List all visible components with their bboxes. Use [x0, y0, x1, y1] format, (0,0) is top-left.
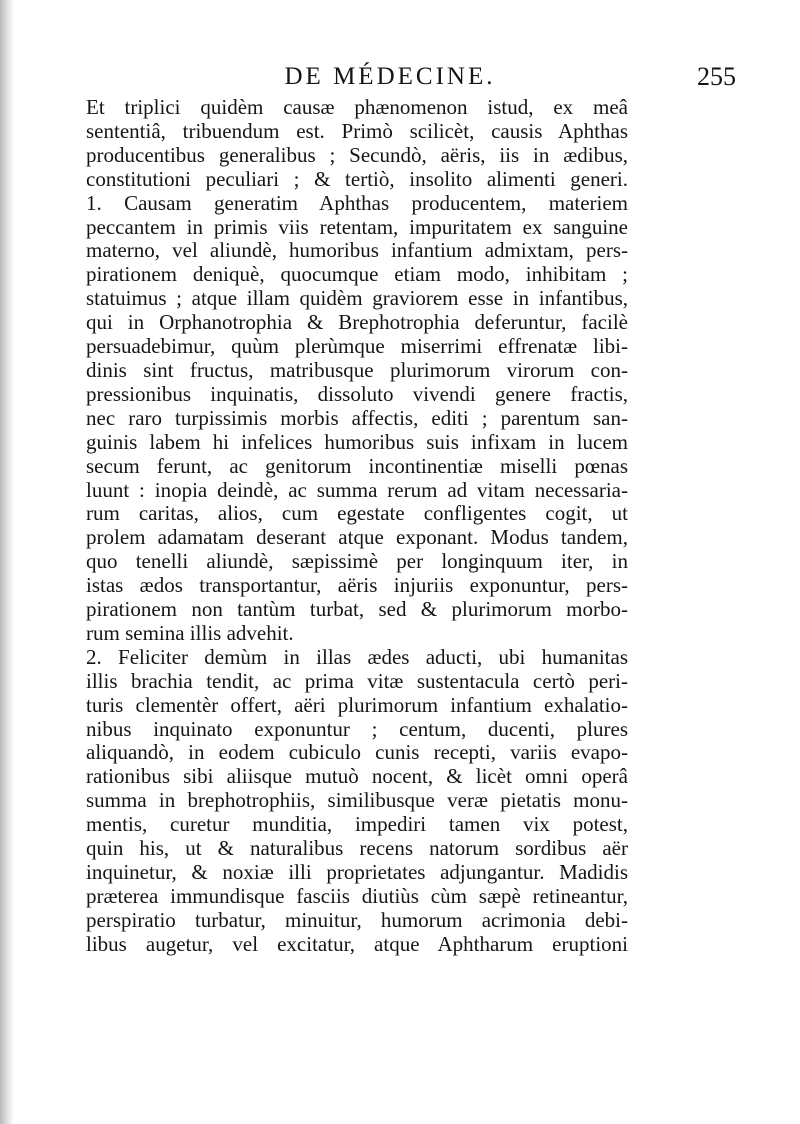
text-line: sententiâ, tribuendum est. Primò scilicèt, causis Aphthas — [86, 119, 628, 143]
text-line: guinis labem hi infelices humoribus suis infixam in lucem — [86, 430, 628, 454]
text-line: pressionibus inquinatis, dissoluto vivendi genere fractis, — [86, 382, 628, 406]
text-line: illis brachia tendit, ac prima vitæ sustentacula certò peri- — [86, 669, 628, 693]
text-line: præterea immundisque fasciis diutiùs cùm sæpè retineantur, — [86, 884, 628, 908]
text-line: peccantem in primis viis retentam, impuritatem ex sanguine — [86, 215, 628, 239]
running-head — [80, 60, 760, 96]
text-line: constitutioni peculiari ; & tertiò, insolito alimenti generi. — [86, 167, 628, 191]
text-line: persuadebimur, quùm plerùmque miserrimi effrenatæ libi- — [86, 335, 628, 359]
text-line: nec raro turpissimis morbis affectis, editi ; parentum san- — [86, 406, 628, 430]
text-line: secum ferunt, ac genitorum incontinentiæ miselli pœnas — [86, 454, 628, 478]
text-line: dinis sint fructus, matribusque plurimorum virorum con- — [86, 358, 628, 382]
page-gutter-shadow — [0, 0, 14, 1124]
text-line: 2. Feliciter demùm in illas ædes aducti, ubi humanitas — [86, 645, 628, 669]
text-line: 1. Causam generatim Aphthas producentem, materiem — [86, 191, 628, 215]
text-line: quin his, ut & naturalibus recens natorum sordibus aër — [86, 837, 628, 861]
text-line: prolem adamatam deserant atque exponant. Modus tandem, — [86, 526, 628, 550]
text-line: pirationem deniquè, quocumque etiam modo, inhibitam ; — [86, 263, 628, 287]
text-line: quo tenelli aliundè, sæpissimè per longinquum iter, in — [86, 550, 628, 574]
text-line: nibus inquinato exponuntur ; centum, ducenti, plures — [86, 717, 628, 741]
body-text — [86, 96, 628, 957]
text-line: producentibus generalibus ; Secundò, aëris, iis in ædibus, — [86, 143, 628, 167]
text-line: istas ædos transportantur, aëris injuriis exponuntur, pers- — [86, 574, 628, 598]
text-line: summa in brephotrophiis, similibusque veræ pietatis monu- — [86, 789, 628, 813]
text-line: statuimus ; atque illam quidèm graviorem esse in infantibus, — [86, 287, 628, 311]
text-line: materno, vel aliundè, humoribus infantium admixtam, pers- — [86, 239, 628, 263]
text-line: turis clementèr offert, aëri plurimorum infantium exhalatio- — [86, 693, 628, 717]
text-line: libus augetur, vel excitatur, atque Aphtharum eruptioni — [86, 932, 628, 956]
text-line: mentis, curetur munditia, impediri tamen vix potest, — [86, 813, 628, 837]
text-line: aliquandò, in eodem cubiculo cunis recepti, variis evapo- — [86, 741, 628, 765]
text-line: perspiratio turbatur, minuitur, humorum acrimonia debi- — [86, 908, 628, 932]
running-head-title: DE MÉDECINE. — [284, 63, 496, 90]
text-line: Et triplici quidèm causæ phænomenon istud, ex meâ — [86, 96, 628, 119]
text-line: rum semina illis advehit. — [86, 621, 294, 645]
text-line: pirationem non tantùm turbat, sed & plurimorum morbo- — [86, 598, 628, 622]
text-line: inquinetur, & noxiæ illi proprietates adjungantur. Madidis — [86, 861, 628, 884]
page-number: 255 — [697, 62, 736, 91]
text-line: rationibus sibi aliisque mutuò nocent, & licèt omni operâ — [86, 765, 628, 789]
text-line: qui in Orphanotrophia & Brephotrophia deferuntur, facilè — [86, 311, 628, 335]
text-line: rum caritas, alios, cum egestate confligentes cogit, ut — [86, 502, 628, 526]
text-line: luunt : inopia deindè, ac summa rerum ad vitam necessaria- — [86, 478, 628, 502]
